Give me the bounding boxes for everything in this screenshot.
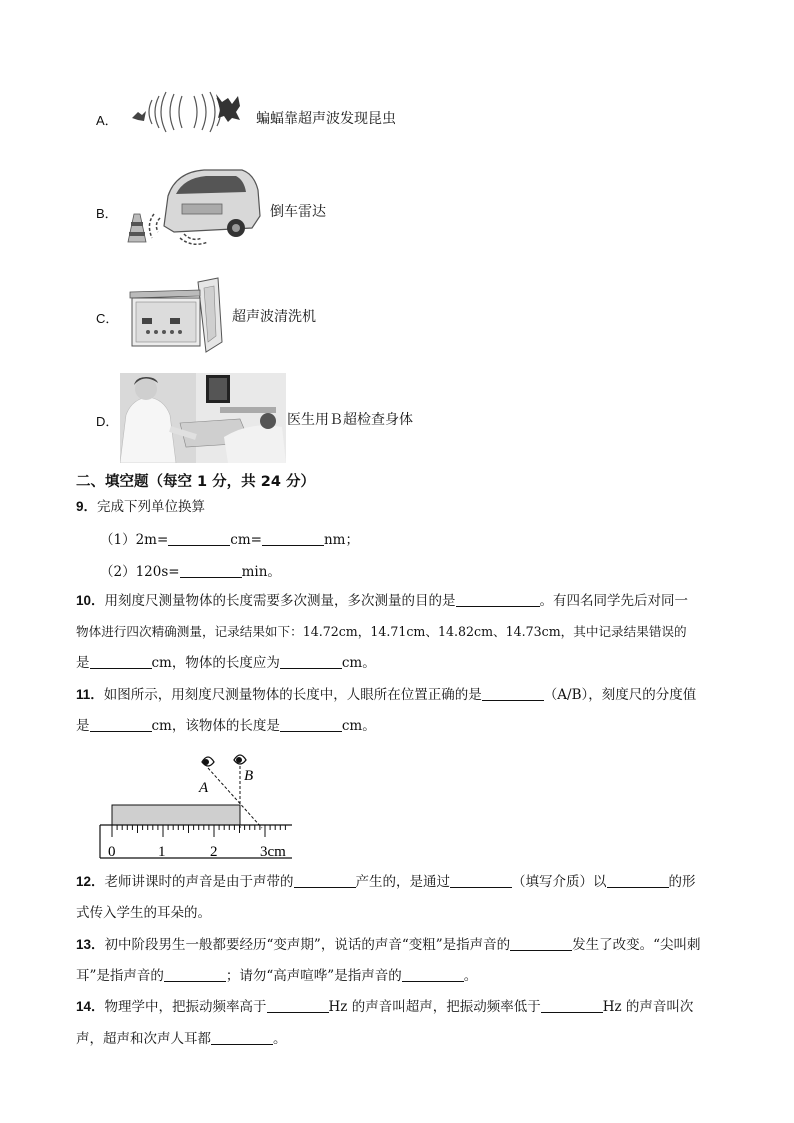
text: cm，物体的长度应为 (151, 655, 280, 671)
text: 的形 (668, 874, 696, 890)
answer-blank[interactable] (262, 531, 324, 546)
text: 。 (273, 1031, 287, 1047)
text: cm。 (341, 655, 376, 671)
doctor-ultrasound-photo (120, 373, 286, 463)
question-dot: ． (91, 937, 105, 952)
question-dot: ． (90, 687, 104, 702)
option-d-text: 医生用Ｂ超检查身体 (287, 412, 413, 428)
question-number: 13 (76, 937, 92, 952)
text: 是 (76, 718, 90, 734)
question-number: 14 (76, 999, 92, 1014)
question-dot: ． (83, 499, 98, 514)
text: Hz 的声音叫超声，把振动频率低于 (328, 999, 541, 1015)
tick-label-3: 3cm (260, 844, 286, 860)
question-number: 12 (76, 874, 92, 889)
answer-blank[interactable] (164, 967, 226, 982)
question-dot: ． (91, 593, 105, 608)
question-14-line-2 (76, 1029, 287, 1049)
question-13-line-1 (76, 935, 701, 955)
question-text: 完成下列单位换算 (97, 499, 206, 515)
option-a-text: 蝙蝠靠超声波发现昆虫 (256, 111, 396, 127)
car-reversing-radar-icon (124, 166, 262, 246)
question-12-line-2: 式传入学生的耳朵的。 (76, 905, 211, 921)
text: 声，超声和次声人耳都 (76, 1031, 211, 1047)
eye-b-icon (234, 755, 246, 764)
text: 。 (463, 968, 478, 984)
text: 发生了改变。“尖叫刺 (572, 937, 701, 953)
text: 老师讲课时的声音是由于声带的 (104, 874, 294, 890)
option-c-text: 超声波清洗机 (232, 309, 316, 325)
answer-blank[interactable] (267, 998, 329, 1013)
text: 耳”是指声音的 (76, 968, 164, 984)
option-b-letter: B． (96, 206, 118, 221)
answer-blank[interactable] (90, 654, 152, 669)
measured-object (112, 805, 240, 825)
text: （2）120s= (100, 564, 180, 580)
question-dot: ． (91, 874, 105, 889)
text: cm。 (341, 718, 376, 734)
answer-blank[interactable] (541, 998, 603, 1013)
answer-blank[interactable] (402, 967, 464, 982)
text: 产生的，是通过 (355, 874, 451, 890)
eye-b-label: B (244, 768, 254, 784)
question-12-line-1 (76, 872, 696, 892)
answer-blank[interactable] (168, 531, 230, 546)
text: 物理学中，把振动频率高于 (104, 999, 267, 1015)
answer-blank[interactable] (482, 686, 544, 701)
text: cm，该物体的长度是 (151, 718, 280, 734)
question-11-line-2 (76, 716, 376, 736)
text: ；请勿“高声喧哗”是指声音的 (225, 968, 402, 984)
question-9-part-2 (100, 562, 281, 582)
ruler-diagram (96, 748, 300, 864)
question-14-line-1 (76, 997, 693, 1017)
question-number: 11 (76, 687, 91, 702)
option-c-letter: C． (96, 311, 119, 326)
question-9-part-1 (100, 530, 359, 550)
question-13-line-2 (76, 966, 477, 986)
question-9 (76, 497, 205, 517)
text: 。有四名同学先后对同一 (539, 593, 689, 609)
text: 如图所示，用刻度尺测量物体的长度中，人眼所在位置正确的是 (103, 687, 482, 703)
answer-blank[interactable] (510, 936, 572, 951)
eye-a-icon (202, 757, 214, 766)
answer-blank[interactable] (294, 873, 356, 888)
tick-label-2: 2 (210, 844, 218, 860)
answer-blank[interactable] (450, 873, 512, 888)
section-title: 二、填空题（每空 1 分，共 24 分） (76, 474, 315, 490)
answer-blank[interactable] (607, 873, 669, 888)
text: Hz 的声音叫次 (602, 999, 694, 1015)
question-10-line-3 (76, 653, 376, 673)
question-number: 9 (76, 499, 84, 514)
text: 初中阶段男生一般都要经历“变声期”，说话的声音“变粗”是指声音的 (104, 937, 511, 953)
question-number: 10 (76, 593, 92, 608)
text: nm； (323, 532, 359, 548)
option-d-letter: D． (96, 414, 119, 429)
ultrasonic-cleaner-icon (126, 276, 224, 356)
tick-label-1: 1 (158, 844, 166, 860)
tick-label-0: 0 (108, 844, 116, 860)
text: 用刻度尺测量物体的长度需要多次测量，多次测量的目的是 (104, 593, 456, 609)
text: （A/B），刻度尺的分度值 (543, 687, 697, 703)
answer-blank[interactable] (211, 1030, 273, 1045)
ruler-ticks (112, 825, 285, 837)
question-11-line-1 (76, 685, 696, 705)
answer-blank[interactable] (90, 717, 152, 732)
answer-blank[interactable] (280, 654, 342, 669)
question-10-line-2: 物体进行四次精确测量，记录结果如下：14.72cm，14.71cm、14.82cm、14.73cm，其中记录结果错误的 (76, 624, 687, 639)
question-10-line-1 (76, 591, 688, 611)
text: cm= (230, 532, 262, 548)
answer-blank[interactable] (180, 563, 242, 578)
text: 是 (76, 655, 90, 671)
text: （填写介质）以 (512, 874, 607, 890)
option-b-text: 倒车雷达 (270, 204, 326, 220)
text: min。 (241, 564, 281, 580)
text: （1）2m= (100, 532, 169, 548)
bat-sonar-icon (128, 88, 248, 134)
eye-a-label: A (199, 780, 209, 796)
answer-blank[interactable] (280, 717, 342, 732)
option-a-letter: A． (96, 113, 118, 128)
question-dot: ． (91, 999, 105, 1014)
answer-blank[interactable] (456, 592, 540, 607)
